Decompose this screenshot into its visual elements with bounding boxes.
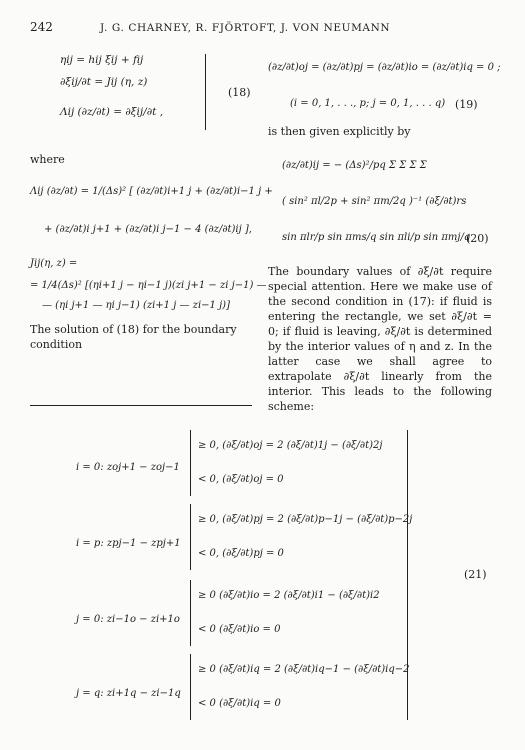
equation-20-line: sin πlr/p sin πms/q sin πli/p sin πmj/q <box>282 232 471 243</box>
scheme-brace <box>190 430 194 496</box>
scheme-ge-case: ≥ 0 (∂ξ/∂t)iq = 2 (∂ξ/∂t)iq−1 − (∂ξ/∂t)iq−2 <box>198 664 410 675</box>
running-title: J. G. CHARNEY, R. FJÖRTOFT, J. VON NEUMANN <box>100 22 391 34</box>
scheme-brace <box>190 580 194 646</box>
equation-19-number: (19) <box>455 98 478 111</box>
solution-paragraph: The solution of (18) for the boundary condition <box>30 323 237 351</box>
scheme-ge-case: ≥ 0, (∂ξ/∂t)oj = 2 (∂ξ/∂t)1j − (∂ξ/∂t)2j <box>198 440 383 451</box>
scheme-lt-case: < 0, (∂ξ/∂t)pj = 0 <box>198 548 284 559</box>
equation-19-line: (∂z/∂t)oj = (∂z/∂t)pj = (∂z/∂t)io = (∂z/∂t)iq = 0 ; <box>268 62 501 73</box>
jacobian-line: = 1/4(Δs)² [(ηi+1 j − ηi−1 j)(zi j+1 − zi j−1) — <box>30 280 267 291</box>
boundary-paragraph: The boundary values of ∂ξ/∂t require special attention. Here we make use of the second condition in (17): if fluid is entering the rectangle, we set ∂ξ/∂t = 0; if fluid is leaving, ∂ξ/∂t is determined by the interior values of η and z. In the latter case we shall agree to extrapolate ∂ξ/∂t linearly from the interior. This leads to the following scheme: <box>268 265 492 413</box>
equation-20-line: (∂z/∂t)ij = − (Δs)²/pq Σ Σ Σ Σ <box>282 160 427 171</box>
scheme-lt-case: < 0 (∂ξ/∂t)io = 0 <box>198 624 281 635</box>
column-divider-rule <box>30 405 252 406</box>
equation-20-number: (20) <box>466 232 489 245</box>
equation-18-line: ηij = hij ξij + fij <box>60 54 144 66</box>
is-then-text: is then given explicitly by <box>268 125 411 138</box>
laplacian-line: + (∂z/∂t)i j+1 + (∂z/∂t)i j−1 − 4 (∂z/∂t)ij ], <box>44 224 252 235</box>
scheme-condition: i = p: zpj−1 − zpj+1 <box>76 538 181 549</box>
equation-19-line: (i = 0, 1, . . ., p; j = 0, 1, . . . q) <box>290 98 446 109</box>
scheme-condition: j = q: zi+1q − zi−1q <box>76 688 181 699</box>
scheme-right-bracket <box>402 430 408 720</box>
equation-20-line: ( sin² πl/2p + sin² πm/2q )⁻¹ (∂ξ/∂t)rs <box>282 196 467 207</box>
equation-18-line: Λij (∂z/∂t) = ∂ξij/∂t , <box>60 106 164 118</box>
scheme-brace <box>190 504 194 570</box>
scheme-ge-case: ≥ 0, (∂ξ/∂t)pj = 2 (∂ξ/∂t)p−1j − (∂ξ/∂t)p−2j <box>198 514 413 525</box>
scheme-ge-case: ≥ 0 (∂ξ/∂t)io = 2 (∂ξ/∂t)i1 − (∂ξ/∂t)i2 <box>198 590 380 601</box>
equation-21-number: (21) <box>464 568 487 581</box>
laplacian-line: Λij (∂z/∂t) = 1/(Δs)² [ (∂z/∂t)i+1 j + (∂z/∂t)i−1 j + <box>30 186 273 197</box>
scheme-lt-case: < 0 (∂ξ/∂t)iq = 0 <box>198 698 281 709</box>
scheme-condition: i = 0: zoj+1 − zoj−1 <box>76 462 180 473</box>
scheme-lt-case: < 0, (∂ξ/∂t)oj = 0 <box>198 474 284 485</box>
page-number: 242 <box>30 20 53 34</box>
equation-18-number: (18) <box>228 86 251 99</box>
scheme-brace <box>190 654 194 720</box>
scheme-condition: j = 0: zi−1o − zi+1o <box>76 614 180 625</box>
jacobian-line: Jij(η, z) = <box>30 258 78 269</box>
where-label: where <box>30 153 65 166</box>
equation-18-brace <box>200 54 206 130</box>
equation-18-line: ∂ξij/∂t = Jij (η, z) <box>60 76 148 88</box>
jacobian-line: — (ηi j+1 — ηi j−1) (zi+1 j — zi−1 j)] <box>42 300 230 311</box>
